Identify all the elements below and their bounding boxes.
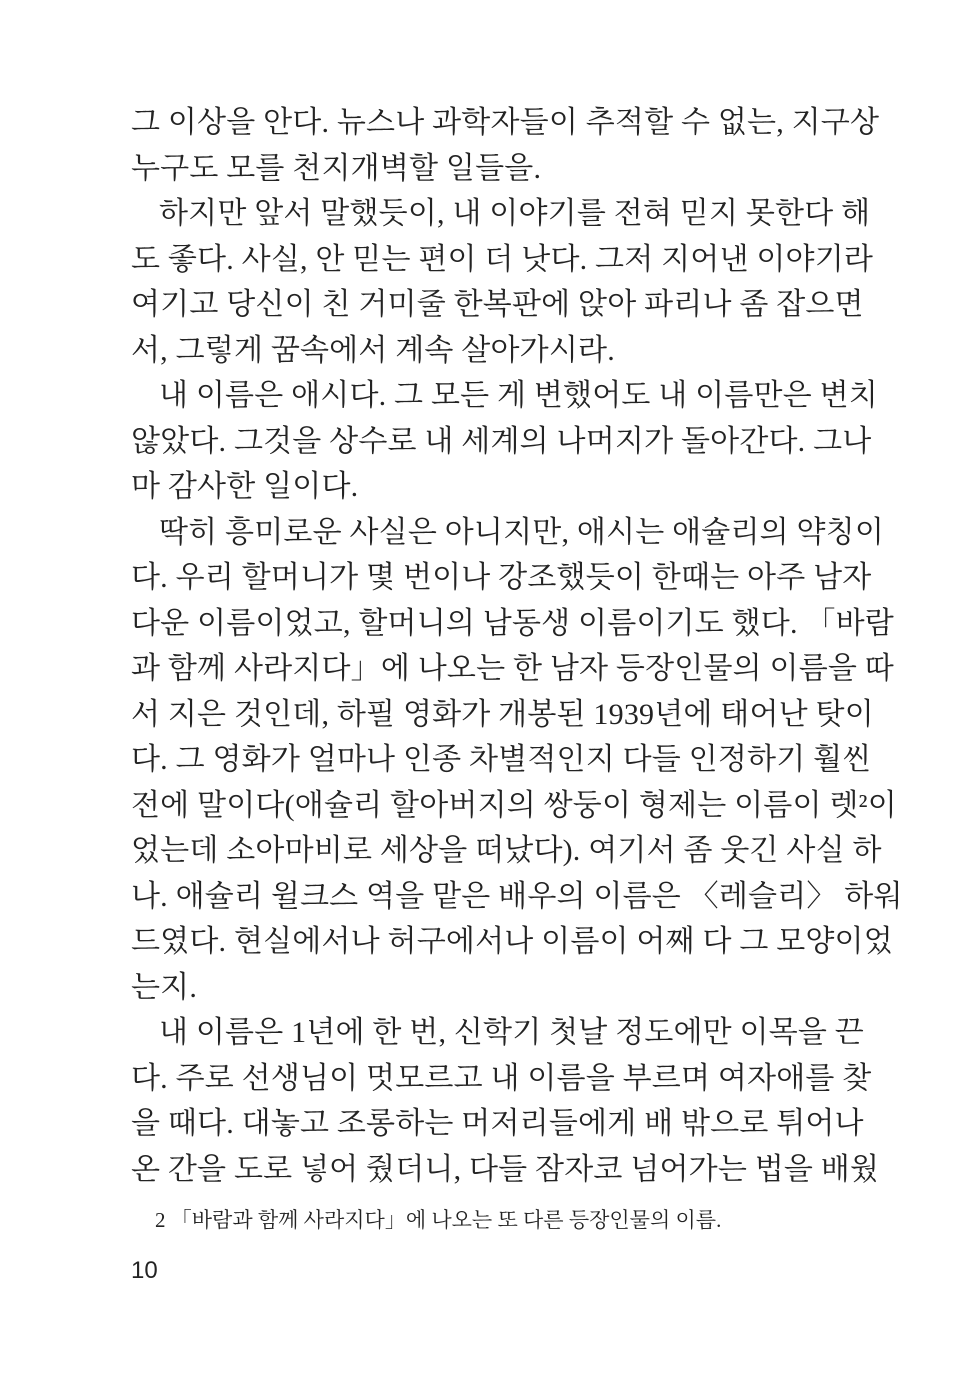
text-line: 마 감사한 일이다. [131, 470, 359, 503]
text-line: 다. 주로 선생님이 멋모르고 내 이름을 부르며 여자애를 찾 [131, 1061, 872, 1095]
text-line: 딱히 흥미로운 사실은 아니지만, 애시는 애슐리의 약칭이 [159, 515, 885, 549]
text-line: 과 함께 사라지다」에 나오는 한 남자 등장인물의 이름을 따 [131, 652, 894, 685]
text-line: 내 이름은 1년에 한 번, 신학기 첫날 정도에만 이목을 끈 [159, 1016, 864, 1049]
text-line: 도 좋다. 사실, 안 믿는 편이 더 낫다. 그저 지어낸 이야기라 [131, 242, 874, 276]
text-line: 서, 그렇게 꿈속에서 계속 살아가시라. [131, 333, 615, 367]
text-line: 을 때다. 대놓고 조롱하는 머저리들에게 배 밖으로 튀어나 [131, 1107, 864, 1140]
text-line: 는지. [131, 970, 198, 1004]
text-line: 전에 말이다(애슐리 할아버지의 쌍둥이 형제는 이름이 렛²이 [131, 788, 897, 822]
text-line: 여기고 당신이 친 거미줄 한복판에 앉아 파리나 좀 잡으면 [131, 288, 864, 321]
text-line: 드였다. 현실에서나 허구에서나 이름이 어째 다 그 모양이었 [131, 925, 893, 958]
text-line: 다운 이름이었고, 할머니의 남동생 이름이기도 했다. 「바람 [131, 606, 894, 640]
text-line: 서 지은 것인데, 하필 영화가 개봉된 1939년에 태어난 탓이 [131, 697, 874, 731]
text-line: 다. 그 영화가 얼마나 인종 차별적인지 다들 인정하기 훨씬 [131, 743, 872, 776]
footnote: 2 「바람과 함께 사라지다」에 나오는 또 다른 등장인물의 이름. [155, 1208, 722, 1232]
body-text [131, 100, 903, 1192]
text-line: 다. 우리 할머니가 몇 번이나 강조했듯이 한때는 아주 남자 [131, 561, 872, 594]
text-line: 었는데 소아마비로 세상을 떠났다). 여기서 좀 웃긴 사실 하 [131, 834, 882, 867]
text-line: 하지만 앞서 말했듯이, 내 이야기를 전혀 믿지 못한다 해 [159, 197, 871, 230]
text-line: 그 이상을 안다. 뉴스나 과학자들이 추적할 수 없는, 지구상 [131, 106, 880, 139]
text-line: 누구도 모를 천지개벽할 일들을. [131, 151, 542, 185]
page-number: 10 [131, 1257, 158, 1284]
text-line: 않았다. 그것을 상수로 내 세계의 나머지가 돌아간다. 그나 [131, 424, 872, 458]
text-line: 내 이름은 애시다. 그 모든 게 변했어도 내 이름만은 변치 [159, 379, 878, 412]
text-line: 나. 애슐리 윌크스 역을 맡은 배우의 이름은 〈레슬리〉 하워 [131, 879, 903, 913]
text-line: 온 간을 도로 넣어 줬더니, 다들 잠자코 넘어가는 법을 배웠 [131, 1152, 880, 1186]
